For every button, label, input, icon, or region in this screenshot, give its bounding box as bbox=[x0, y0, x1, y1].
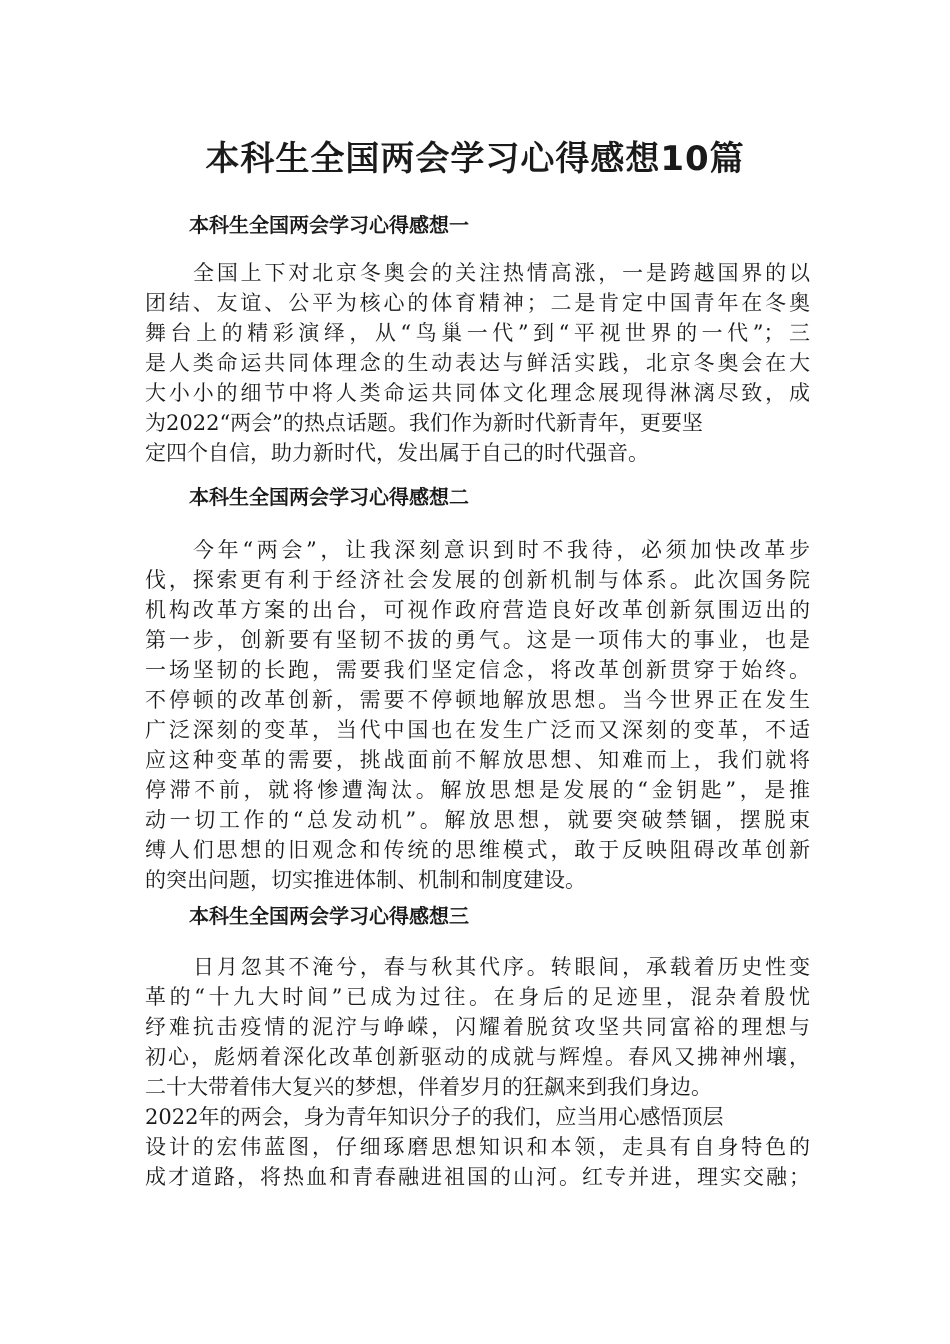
text-line: 二十大带着伟大复兴的梦想，伴着岁月的狂飙来到我们身边。 bbox=[145, 1075, 712, 1099]
section-2-paragraph bbox=[145, 535, 810, 895]
text-line: 动一切工作的“总发动机”。解放思想，就要突破禁锢，摆脱束 bbox=[145, 808, 810, 832]
text-line: 不停顿的改革创新，需要不停顿地解放思想。当今世界正在发生 bbox=[145, 688, 810, 712]
text-line: 停滞不前，就将惨遭淘汰。解放思想是发展的“金钥匙”，是推 bbox=[145, 778, 810, 802]
text-line: 今年“两会”，让我深刻意识到时不我待，必须加快改革步 bbox=[193, 538, 810, 562]
text-line: 大小小的细节中将人类命运共同体文化理念展现得淋漓尽致，成 bbox=[145, 381, 810, 405]
section-heading-1: 本科生全国两会学习心得感想一 bbox=[189, 213, 469, 237]
text-line: 初心，彪炳着深化改革创新驱动的成就与辉煌。春风又拂神州壤， bbox=[145, 1045, 810, 1069]
text-line: 纾难抗击疫情的泥泞与峥嵘，闪耀着脱贫攻坚共同富裕的理想与 bbox=[145, 1015, 810, 1039]
text-line: 为2022“两会”的热点话题。我们作为新时代新青年，更要坚 bbox=[145, 411, 703, 435]
text-line: 2022年的两会，身为青年知识分子的我们，应当用心感悟顶层 bbox=[145, 1105, 724, 1129]
text-line: 第一步，创新要有坚韧不拔的勇气。这是一项伟大的事业，也是 bbox=[145, 628, 810, 652]
text-line: 是人类命运共同体理念的生动表达与鲜活实践，北京冬奥会在大 bbox=[145, 351, 810, 375]
text-line: 一场坚韧的长跑，需要我们坚定信念，将改革创新贯穿于始终。 bbox=[145, 658, 810, 682]
section-1-paragraph bbox=[145, 258, 810, 468]
document-title: 本科生全国两会学习心得感想10篇 bbox=[205, 139, 745, 179]
text-line: 缚人们思想的旧观念和传统的思维模式，敢于反映阻碍改革创新 bbox=[145, 838, 810, 862]
text-line: 革的“十九大时间”已成为过往。在身后的足迹里，混杂着殷忧 bbox=[145, 985, 810, 1009]
text-line: 的突出问题，切实推进体制、机制和制度建设。 bbox=[145, 868, 586, 892]
text-line: 全国上下对北京冬奥会的关注热情高涨，一是跨越国界的以 bbox=[193, 261, 810, 285]
text-line: 机构改革方案的出台，可视作政府营造良好改革创新氛围迈出的 bbox=[145, 598, 810, 622]
section-heading-3: 本科生全国两会学习心得感想三 bbox=[189, 904, 469, 928]
text-line: 定四个自信，助力新时代，发出属于自己的时代强音。 bbox=[145, 441, 649, 465]
text-line: 伐，探索更有利于经济社会发展的创新机制与体系。此次国务院 bbox=[145, 568, 810, 592]
section-heading-2: 本科生全国两会学习心得感想二 bbox=[189, 485, 469, 509]
text-line: 应这种变革的需要，挑战面前不解放思想、知难而上，我们就将 bbox=[145, 748, 810, 772]
text-line: 设计的宏伟蓝图，仔细琢磨思想知识和本领，走具有自身特色的 bbox=[145, 1135, 810, 1159]
text-line: 日月忽其不淹兮，春与秋其代序。转眼间，承载着历史性变 bbox=[193, 955, 810, 979]
text-line: 广泛深刻的变革，当代中国也在发生广泛而又深刻的变革，不适 bbox=[145, 718, 810, 742]
text-line: 成才道路，将热血和青春融进祖国的山河。红专并进，理实交融； bbox=[145, 1165, 810, 1189]
text-line: 舞台上的精彩演绎，从“鸟巢一代”到“平视世界的一代”；三 bbox=[145, 321, 810, 345]
section-3-paragraph bbox=[145, 952, 810, 1192]
text-line: 团结、友谊、公平为核心的体育精神；二是肯定中国青年在冬奥 bbox=[145, 291, 810, 315]
